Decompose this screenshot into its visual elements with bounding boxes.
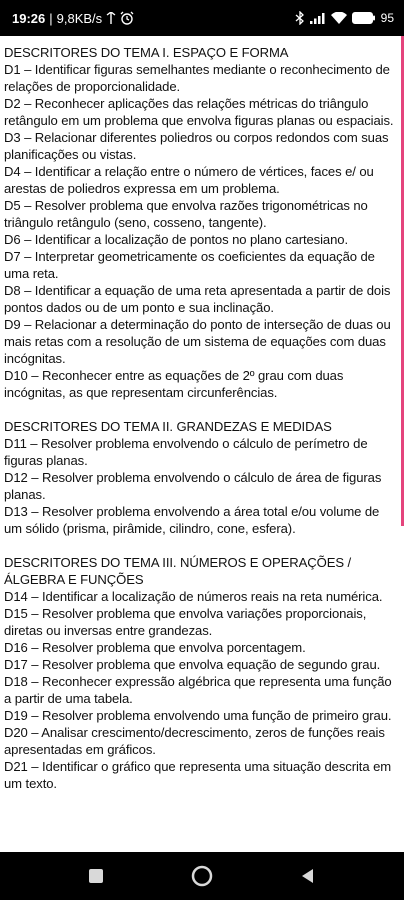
descriptor-item: D12 – Resolver problema envolvendo o cálculo de área de figuras planas. (4, 470, 382, 502)
status-separator: | (49, 10, 53, 26)
descriptor-item: D14 – Identificar a localização de números reais na reta numérica. (4, 589, 383, 604)
descriptor-item: D20 – Analisar crescimento/decrescimento, zeros de funções reais apresentadas em gráficos. (4, 725, 385, 757)
battery-icon (352, 12, 376, 24)
bluetooth-icon (295, 11, 305, 25)
descriptor-item: D11 – Resolver problema envolvendo o cálculo de perímetro de figuras planas. (4, 436, 368, 468)
recents-button[interactable] (81, 861, 111, 891)
descriptor-item: D13 – Resolver problema envolvendo a área total e/ou volume de um sólido (prisma, pirâmide, cilindro, cone, esfera). (4, 504, 380, 536)
home-button[interactable] (187, 861, 217, 891)
descriptor-item: D9 – Relacionar a determinação do ponto de interseção de duas ou mais retas com a resolução de um sistema de equações com duas incógnitas. (4, 317, 391, 366)
descriptor-item: D16 – Resolver problema que envolva porcentagem. (4, 640, 306, 655)
descriptor-item: D7 – Interpretar geometricamente os coeficientes da equação de uma reta. (4, 249, 375, 281)
signal-icon (310, 12, 326, 24)
battery-level: 95 (380, 11, 394, 25)
home-icon (191, 865, 213, 887)
descriptor-item: D15 – Resolver problema que envolva variações proporcionais, diretas ou inversas entre grandezas. (4, 606, 367, 638)
descriptor-item: D4 – Identificar a relação entre o número de vértices, faces e/ ou arestas de poliedros expressa em um problema. (4, 164, 374, 196)
descriptor-item: D8 – Identificar a equação de uma reta apresentada a partir de dois pontos dados ou de um ponto e sua inclinação. (4, 283, 391, 315)
section-title: DESCRITORES DO TEMA I. ESPAÇO E FORMA (4, 45, 289, 60)
descriptor-item: D6 – Identificar a localização de pontos no plano cartesiano. (4, 232, 349, 247)
network-speed: 9,8KB/s (56, 10, 103, 26)
document-section (4, 44, 400, 401)
alarm-icon (120, 11, 134, 25)
descriptor-item: D21 – Identificar o gráfico que representa uma situação descrita em um texto. (4, 759, 392, 791)
status-time: 19:26 (12, 10, 46, 26)
section-title: DESCRITORES DO TEMA II. GRANDEZAS E MEDIDAS (4, 419, 332, 434)
document-view[interactable] (0, 36, 404, 852)
recents-icon (88, 868, 104, 884)
data-speed-icon (106, 12, 116, 24)
navigation-bar (0, 852, 404, 900)
back-button[interactable] (293, 861, 323, 891)
document-body (0, 36, 404, 792)
descriptor-item: D18 – Reconhecer expressão algébrica que representa uma função a partir de uma tabela. (4, 674, 392, 706)
descriptor-item: D19 – Resolver problema envolvendo uma função de primeiro grau. (4, 708, 392, 723)
descriptor-item: D1 – Identificar figuras semelhantes mediante o reconhecimento de relações de proporcionalidade. (4, 62, 390, 94)
descriptor-item: D2 – Reconhecer aplicações das relações métricas do triângulo retângulo em um problema que envolva figuras planas ou espaciais. (4, 96, 394, 128)
status-right (295, 11, 394, 25)
descriptor-item: D17 – Resolver problema que envolva equação de segundo grau. (4, 657, 381, 672)
document-section (4, 418, 400, 537)
back-icon (299, 867, 317, 885)
status-bar (0, 0, 404, 36)
descriptor-item: D3 – Relacionar diferentes poliedros ou corpos redondos com suas planificações ou vistas. (4, 130, 389, 162)
section-title: DESCRITORES DO TEMA III. NÚMEROS E OPERAÇÕES / ÁLGEBRA E FUNÇÕES (4, 555, 352, 587)
descriptor-item: D5 – Resolver problema que envolva razões trigonométricas no triângulo retângulo (seno, cosseno, tangente). (4, 198, 368, 230)
status-left (12, 11, 134, 26)
wifi-icon (331, 12, 347, 25)
descriptor-item: D10 – Reconhecer entre as equações de 2º grau com duas incógnitas, as que representam circunferências. (4, 368, 344, 400)
document-section (4, 554, 400, 792)
